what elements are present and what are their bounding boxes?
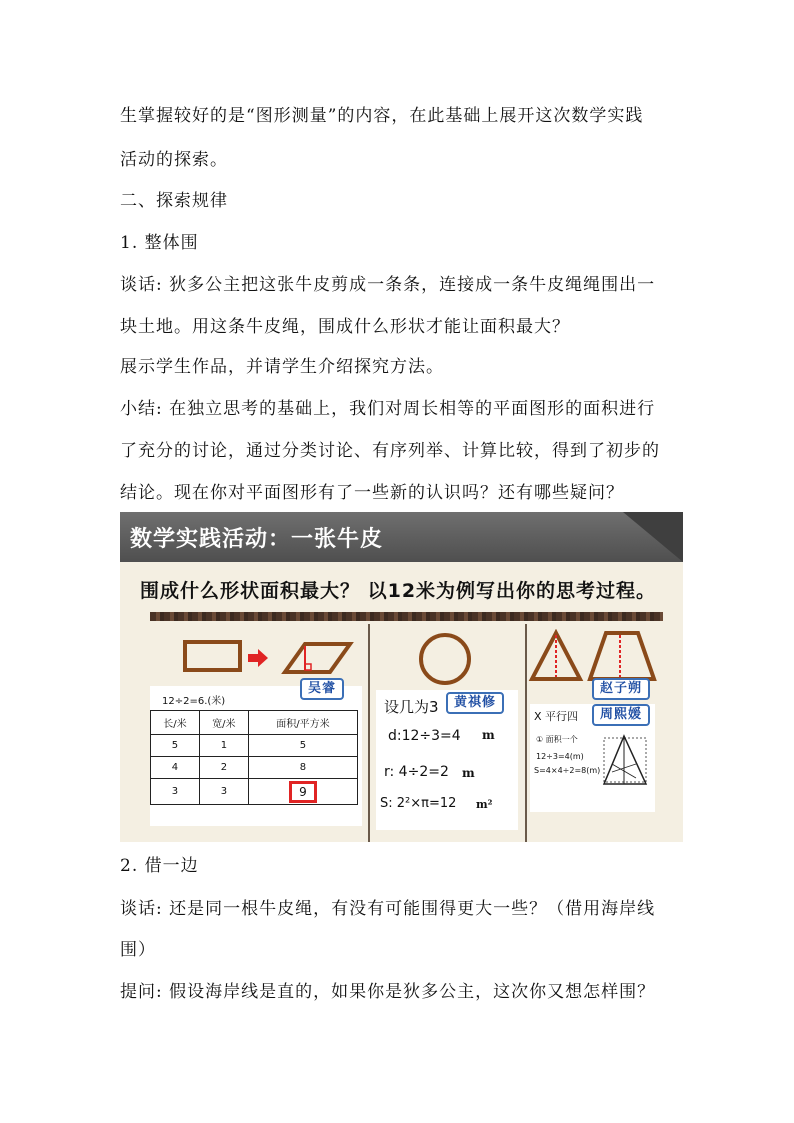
table-header: 长/米 — [151, 711, 200, 735]
panel-triangle-trapezoid — [528, 624, 663, 842]
table-cell: 2 — [199, 757, 248, 779]
table-cell: 3 — [151, 779, 200, 805]
handwriting-line-3: r: 4÷2=2 — [384, 764, 449, 780]
paragraph-line-4: 块土地。用这条牛皮绳，围成什么形状才能让面积最大？ — [120, 317, 570, 337]
unit-label-3: m² — [476, 798, 493, 811]
table-cell: 8 — [248, 757, 357, 779]
handwriting-line-2: ① 面积一个 — [536, 735, 578, 744]
data-table — [150, 710, 358, 805]
student-name-tag: 吴睿 — [300, 678, 344, 700]
paragraph-line-2: 活动的探索。 — [120, 150, 228, 170]
panel-rectangle — [150, 624, 368, 842]
table-cell: 1 — [199, 735, 248, 757]
paragraph-line-11: 提问: 假设海岸线是直的，如果你是狄多公主，这次你又想怎样围？ — [120, 982, 656, 1002]
table-cell-highlight: 9 — [248, 779, 357, 805]
slide-corner-decoration — [623, 512, 683, 562]
paragraph-line-10: 围） — [120, 940, 156, 960]
paragraph-line-8: 结论。现在你对平面图形有了一些新的认识吗？还有哪些疑问？ — [120, 483, 624, 503]
handwriting-line-4: S=4×4÷2=8(m) — [534, 766, 601, 775]
handwriting-line-2: d:12÷3=4 — [388, 728, 461, 744]
handwriting-line-4: S: 2²×π=12 — [380, 796, 457, 811]
paragraph-line-7: 了充分的讨论，通过分类讨论、有序列举、计算比较，得到了初步的 — [120, 441, 660, 461]
student-name-tag-2: 周熙媛 — [592, 704, 650, 726]
handwriting-line-3: 12÷3=4(m) — [536, 752, 584, 761]
section-heading: 二、探索规律 — [120, 191, 228, 211]
unit-label-2: m — [462, 766, 475, 780]
leather-strip — [150, 612, 663, 621]
paragraph-line-5: 展示学生作品，并请学生介绍探究方法。 — [120, 357, 444, 377]
sketch-triangle-icon — [602, 734, 652, 794]
table-cell: 5 — [151, 735, 200, 757]
paragraph-line-9: 谈话: 还是同一根牛皮绳，有没有可能围得更大一些？（借用海岸线 — [120, 899, 656, 919]
table-header: 面积/平方米 — [248, 711, 357, 735]
handwriting-line-1: X 平行四 — [534, 710, 579, 723]
table-cell: 5 — [248, 735, 357, 757]
table-header: 宽/米 — [199, 711, 248, 735]
slide-header — [120, 512, 683, 562]
handwriting-line-1: 设几为3 — [384, 698, 439, 716]
unit-label-1: m — [482, 728, 495, 742]
panel-circle — [370, 624, 525, 842]
subsection-heading-2: 2. 借一边 — [120, 856, 199, 876]
formula-text: 12÷2=6.(米) — [162, 696, 226, 707]
table-cell: 4 — [151, 757, 200, 779]
panel-divider-2 — [525, 624, 527, 842]
slide-title: 数学实践活动：一张牛皮 — [130, 527, 384, 552]
circle-icon — [370, 629, 525, 689]
worksheet-paper-1 — [150, 686, 362, 826]
subsection-heading-1: 1. 整体围 — [120, 233, 199, 253]
slide-image — [120, 512, 683, 842]
table-cell: 3 — [199, 779, 248, 805]
student-name-tag-1: 赵子朔 — [592, 678, 650, 700]
paragraph-line-1: 生掌握较好的是“图形测量”的内容，在此基础上展开这次数学实践 — [120, 106, 644, 126]
paragraph-line-6: 小结: 在独立思考的基础上，我们对周长相等的平面图形的面积进行 — [120, 399, 656, 419]
student-name-tag: 黄祺修 — [446, 692, 504, 714]
paragraph-line-3: 谈话: 狄多公主把这张牛皮剪成一条条，连接成一条牛皮绳绳围出一 — [120, 275, 656, 295]
slide-question: 围成什么形状面积最大？ 以12米为例写出你的思考过程。 — [140, 580, 657, 602]
